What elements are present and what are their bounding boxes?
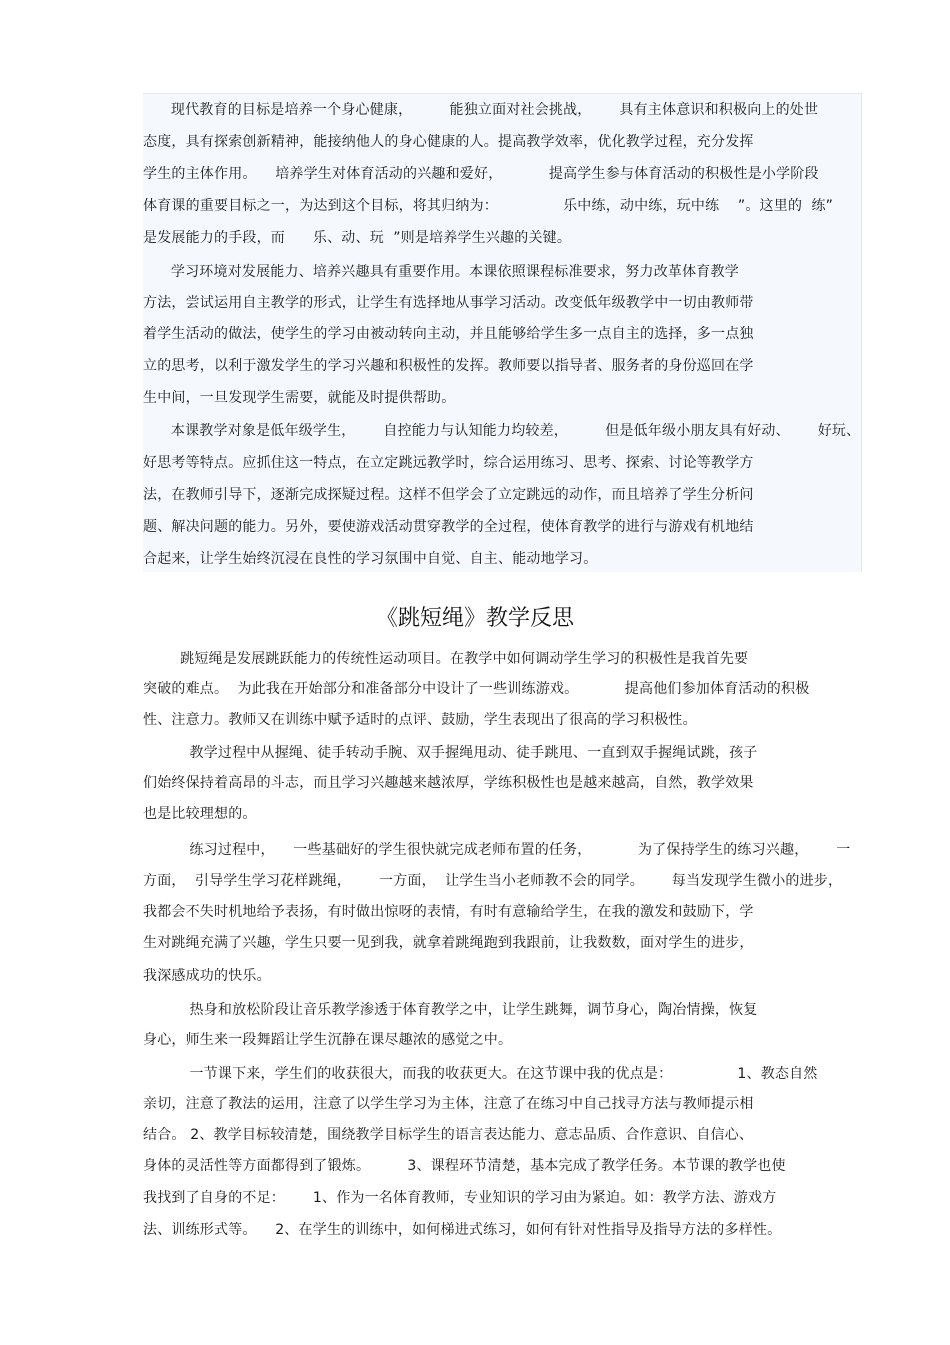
text-line: 方法，尝试运用自主教学的形式，让学生有选择地从事学习活动。改变低年级教学中一切由教师带 bbox=[143, 295, 754, 311]
text-line: 本课教学对象是低年级学生， 自控能力与认知能力均较差， 但是低年级小朋友具有好动、 好玩、 bbox=[143, 423, 861, 439]
text-line: 学生的主体作用。 培养学生对体育活动的兴趣和爱好， 提高学生参与体育活动的积极性是小学阶段 bbox=[143, 166, 819, 182]
text-line: 也是比较理想的。 bbox=[143, 806, 257, 822]
text-line: 生中间，一旦发现学生需要，就能及时提供帮助。 bbox=[143, 390, 456, 406]
text-line: 现代教育的目标是培养一个身心健康， 能独立面对社会挑战， 具有主体意识和积极向上的处世 bbox=[143, 102, 819, 118]
text-line: 方面， 引导学生学习花样跳绳， 一方面， 让学生当小老师教不会的同学。 每当发现学生微小的进步， bbox=[143, 873, 843, 889]
text-line: 身体的灵活性等方面都得到了锻炼。 3、课程环节清楚，基本完成了教学任务。本节课的教学也使 bbox=[143, 1158, 786, 1174]
text-line: 是发展能力的手段，而 乐、动、玩 ”则是培养学生兴趣的关键。 bbox=[143, 230, 572, 246]
text-line: 好思考等特点。应抓住这一特点，在立定跳远教学时，综合运用练习、思考、探索、讨论等教学方 bbox=[143, 455, 754, 471]
text-line: 亲切，注意了教法的运用，注意了以学生学习为主体，注意了在练习中自己找寻方法与教师提示相 bbox=[143, 1096, 754, 1112]
text-line: 着学生活动的做法，使学生的学习由被动转向主动，并且能够给学生多一点自主的选择，多一点独 bbox=[143, 326, 754, 342]
text-line: 我深感成功的快乐。 bbox=[143, 968, 271, 984]
text-line: 合起来，让学生始终沉浸在良性的学习氛围中自觉、自主、能动地学习。 bbox=[143, 551, 598, 567]
page-title: 《跳短绳》教学反思 bbox=[375, 606, 574, 631]
text-line: 练习过程中， 一些基础好的学生很快就完成老师布置的任务， 为了保持学生的练习兴趣， 一 bbox=[143, 842, 851, 858]
text-line: 体育课的重要目标之一，为达到这个目标，将其归纳为： 乐中练，动中练，玩中练 ”。这里的 练” bbox=[143, 198, 834, 214]
text-line: 题、解决问题的能力。另外，要使游戏活动贯穿教学的全过程，使体育教学的进行与游戏有机地结 bbox=[143, 519, 754, 535]
text-line: 我找到了自身的不足： 1、作为一名体育教师，专业知识的学习由为紧迫。如：教学方法、游戏方 bbox=[143, 1190, 777, 1206]
text-line: 结合。 2、教学目标较清楚，围绕教学目标学生的语言表达能力、意志品质、合作意识、自信心、 bbox=[143, 1127, 754, 1143]
text-line: 立的思考，以利于激发学生的学习兴趣和积极性的发挥。教师要以指导者、服务者的身份巡回在学 bbox=[143, 358, 754, 374]
text-line: 跳短绳是发展跳跃能力的传统性运动项目。在教学中如何调动学生学习的积极性是我首先要 bbox=[143, 651, 749, 667]
text-line: 性、注意力。教师又在训练中赋予适时的点评、鼓励，学生表现出了很高的学习积极性。 bbox=[143, 712, 697, 728]
text-line: 法、训练形式等。 2、在学生的训练中，如何梯进式练习，如何有针对性指导及指导方法的多样性。 bbox=[143, 1222, 782, 1238]
text-line: 热身和放松阶段让音乐教学渗透于体育教学之中，让学生跳舞，调节身心，陶冶情操，恢复 bbox=[143, 1002, 758, 1018]
text-line: 我都会不失时机地给予表扬，有时做出惊呀的表情，有时有意输给学生，在我的激发和鼓励下，学 bbox=[143, 904, 754, 920]
text-line: 一节课下来，学生们的收获很大，而我的收获更大。在这节课中我的优点是： 1、教态自然 bbox=[143, 1066, 818, 1082]
text-line: 教学过程中从握绳、徒手转动手腕、双手握绳甩动、徒手跳甩、一直到双手握绳试跳，孩子 bbox=[143, 745, 758, 761]
text-line: 生对跳绳充满了兴趣，学生只要一见到我，就拿着跳绳跑到我跟前，让我数数，面对学生的进步， bbox=[143, 935, 754, 951]
text-line: 学习环境对发展能力、培养兴趣具有重要作用。本课依照课程标准要求，努力改革体育教学 bbox=[143, 264, 739, 280]
text-line: 身心，师生来一段舞蹈让学生沉静在课尽趣浓的感觉之中。 bbox=[143, 1032, 513, 1048]
text-line: 法，在教师引导下，逐渐完成探疑过程。这样不但学会了立定跳远的动作，而且培养了学生分析问 bbox=[143, 487, 754, 503]
text-line: 态度，具有探索创新精神，能接纳他人的身心健康的人。提高教学效率，优化教学过程，充分发挥 bbox=[143, 134, 754, 150]
text-line: 突破的难点。 为此我在开始部分和准备部分中设计了一些训练游戏。 提高他们参加体育活动的积极 bbox=[143, 681, 810, 697]
text-line: 们始终保持着高昂的斗志，而且学习兴趣越来越浓厚，学练积极性也是越来越高，自然，教学效果 bbox=[143, 775, 754, 791]
